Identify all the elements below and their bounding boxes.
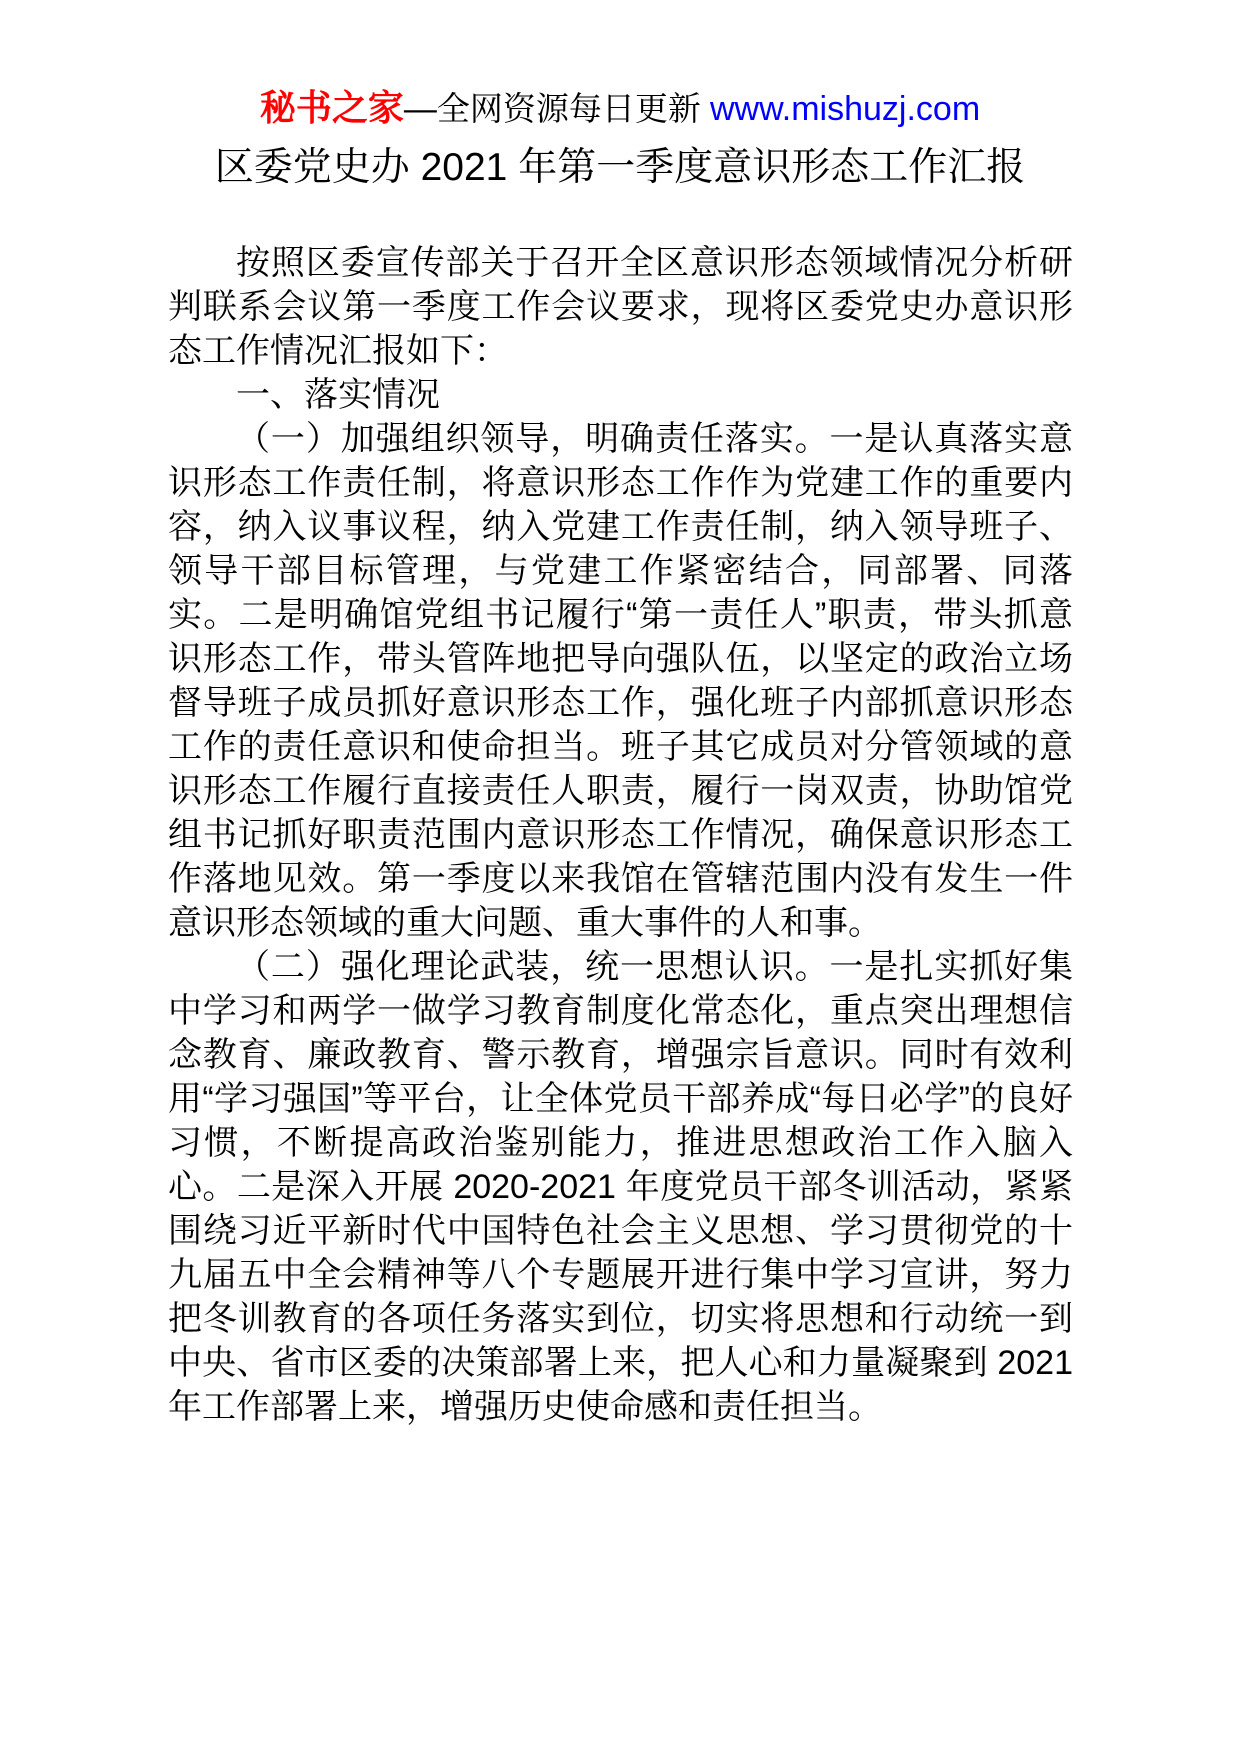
paragraph-section-2: （二）强化理论武装，统一思想认识。一是扎实抓好集中学习和两学一做学习教育制度化常态化，重点突出理想信念教育、廉政教育、警示教育，增强宗旨意识。同时有效利用“学习强国”等平台，让全体党员干部养成“每日必学”的良好习惯，不断提高政治鉴别能力，推进思想政治工作入脑入心。二是深入开展 2020-2021 年度党员干部冬训活动，紧紧围绕习近平新时代中国特色社会主义思想、学习贯彻党的十九届五中全会精神等八个专题展开进行集中学习宣讲，努力把冬训教育的各项任务落实到位，切实将思想和行动统一到中央、省市区委的决策部署上来，把人心和力量凝聚到 2021 年工作部署上来，增强历史使命感和责任担当。 [168, 948, 1073, 1426]
paragraph-intro: 按照区委宣传部关于召开全区意识形态领域情况分析研判联系会议第一季度工作会议要求，现将区委党史办意识形态工作情况汇报如下： [168, 244, 1073, 370]
document-body [168, 241, 1073, 1429]
section-heading-1: 一、落实情况 [236, 376, 440, 414]
site-header [0, 0, 1240, 131]
site-tagline: —全网资源每日更新 [403, 90, 710, 127]
document-title: 区委党史办 2021 年第一季度意识形态工作汇报 [214, 146, 1026, 189]
site-url: www.mishuzj.com [710, 90, 981, 128]
paragraph-section-1: （一）加强组织领导，明确责任落实。一是认真落实意识形态工作责任制，将意识形态工作作为党建工作的重要内容，纳入议事议程，纳入党建工作责任制，纳入领导班子、领导干部目标管理，与党建工作紧密结合，同部署、同落实。二是明确馆党组书记履行“第一责任人”职责，带头抓意识形态工作，带头管阵地把导向强队伍，以坚定的政治立场督导班子成员抓好意识形态工作，强化班子内部抓意识形态工作的责任意识和使命担当。班子其它成员对分管领域的意识形态工作履行直接责任人职责，履行一岗双责，协助馆党组书记抓好职责范围内意识形态工作情况，确保意识形态工作落地见效。第一季度以来我馆在管辖范围内没有发生一件意识形态领域的重大问题、重大事件的人和事。 [168, 420, 1073, 942]
site-name: 秘书之家 [259, 87, 404, 128]
